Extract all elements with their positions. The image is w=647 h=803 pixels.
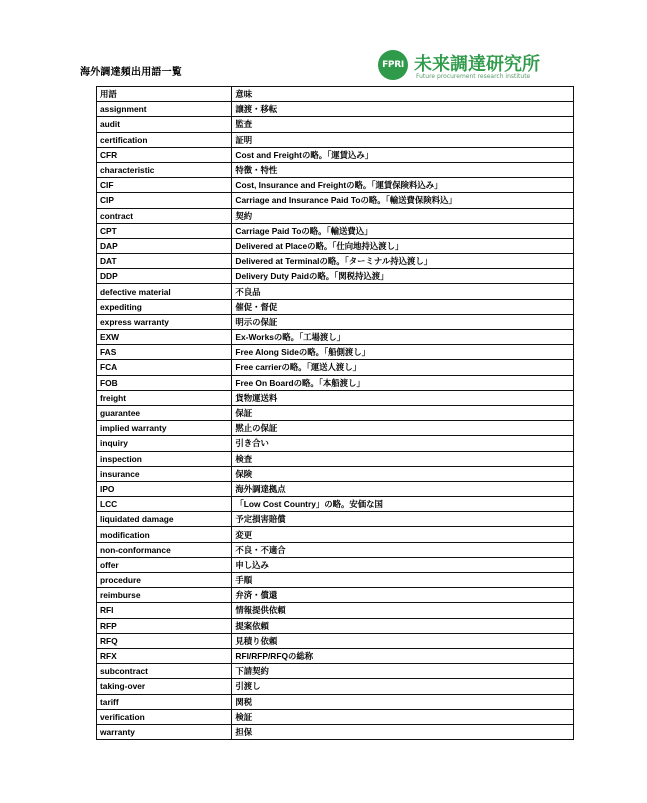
meaning-cell: 「Low Cost Country」の略。安価な国 [232,497,574,512]
logo-badge-icon: FPRI [378,50,408,80]
table-row [97,223,574,238]
meaning-cell: 検査 [232,451,574,466]
logo-name: 未来調達研究所 [414,54,540,75]
table-row [97,527,574,542]
term-cell: implied warranty [97,421,232,436]
meaning-cell: Free On Boardの略。「本船渡し」 [232,375,574,390]
table-row [97,436,574,451]
term-cell: LCC [97,497,232,512]
meaning-cell: 下請契約 [232,664,574,679]
term-cell: certification [97,132,232,147]
term-cell: DAT [97,254,232,269]
table-row [97,132,574,147]
table-row [97,345,574,360]
meaning-cell: 見積り依頼 [232,633,574,648]
meaning-cell: 保証 [232,405,574,420]
term-cell: taking-over [97,679,232,694]
meaning-cell: 貨物運送料 [232,390,574,405]
meaning-cell: Free Along Sideの略。「船側渡し」 [232,345,574,360]
meaning-cell: 検証 [232,709,574,724]
term-cell: inquiry [97,436,232,451]
glossary-body [97,102,574,740]
term-cell: freight [97,390,232,405]
term-cell: non-conformance [97,542,232,557]
term-cell: liquidated damage [97,512,232,527]
table-row [97,497,574,512]
term-cell: defective material [97,284,232,299]
meaning-cell: 提案依頼 [232,618,574,633]
table-row [97,451,574,466]
term-cell: offer [97,557,232,572]
table-row [97,162,574,177]
table-row [97,147,574,162]
term-cell: insurance [97,466,232,481]
meaning-cell: 証明 [232,132,574,147]
meaning-cell: 黙止の保証 [232,421,574,436]
meaning-cell: 予定損害賠償 [232,512,574,527]
table-row [97,178,574,193]
table-row [97,709,574,724]
meaning-cell: 不良・不適合 [232,542,574,557]
term-cell: assignment [97,102,232,117]
meaning-cell: Cost and Freightの略。「運賃込み」 [232,147,574,162]
term-cell: DAP [97,238,232,253]
term-cell: RFX [97,648,232,663]
table-row [97,481,574,496]
term-cell: guarantee [97,405,232,420]
meaning-cell: 弁済・償還 [232,588,574,603]
meaning-cell: 保険 [232,466,574,481]
meaning-cell: 引渡し [232,679,574,694]
term-cell: FOB [97,375,232,390]
meaning-cell: 担保 [232,724,574,739]
meaning-cell: 契約 [232,208,574,223]
table-row [97,360,574,375]
term-cell: reimburse [97,588,232,603]
meaning-cell: 変更 [232,527,574,542]
term-cell: DDP [97,269,232,284]
term-cell: CPT [97,223,232,238]
term-cell: subcontract [97,664,232,679]
meaning-cell: Delivery Duty Paidの略。「関税持込渡」 [232,269,574,284]
header-term: 用語 [97,87,232,102]
term-cell: express warranty [97,314,232,329]
meaning-cell: 譲渡・移転 [232,102,574,117]
table-row [97,633,574,648]
meaning-cell: Cost, Insurance and Freightの略。「運賃保険料込み」 [232,178,574,193]
table-row [97,269,574,284]
term-cell: audit [97,117,232,132]
table-row [97,648,574,663]
table-row [97,679,574,694]
meaning-cell: Carriage Paid Toの略。「輸送費込」 [232,223,574,238]
term-cell: RFP [97,618,232,633]
meaning-cell: 海外調達拠点 [232,481,574,496]
table-row [97,117,574,132]
table-row [97,330,574,345]
meaning-cell: 情報提供依頼 [232,603,574,618]
meaning-cell: 不良品 [232,284,574,299]
table-header-row [97,87,574,102]
term-cell: procedure [97,573,232,588]
meaning-cell: Delivered at Terminalの略。「ターミナル持込渡し」 [232,254,574,269]
term-cell: warranty [97,724,232,739]
table-row [97,512,574,527]
table-row [97,542,574,557]
table-row [97,588,574,603]
table-row [97,694,574,709]
glossary-table [96,86,574,740]
table-row [97,254,574,269]
term-cell: tariff [97,694,232,709]
meaning-cell: 特徴・特性 [232,162,574,177]
table-row [97,208,574,223]
table-row [97,390,574,405]
term-cell: inspection [97,451,232,466]
logo [378,48,578,84]
table-row [97,724,574,739]
table-row [97,238,574,253]
meaning-cell: 監査 [232,117,574,132]
meaning-cell: 催促・督促 [232,299,574,314]
table-row [97,573,574,588]
term-cell: IPO [97,481,232,496]
table-row [97,557,574,572]
meaning-cell: Ex-Worksの略。「工場渡し」 [232,330,574,345]
term-cell: RFI [97,603,232,618]
meaning-cell: 関税 [232,694,574,709]
meaning-cell: 手順 [232,573,574,588]
meaning-cell: Carriage and Insurance Paid Toの略。「輸送費保険料込」 [232,193,574,208]
meaning-cell: Delivered at Placeの略。「仕向地持込渡し」 [232,238,574,253]
table-row [97,314,574,329]
term-cell: RFQ [97,633,232,648]
header-meaning: 意味 [232,87,574,102]
term-cell: CIP [97,193,232,208]
term-cell: expediting [97,299,232,314]
logo-subtitle: Future procurement research institute [416,73,531,80]
meaning-cell: RFI/RFP/RFQの総称 [232,648,574,663]
table-row [97,193,574,208]
term-cell: CFR [97,147,232,162]
table-row [97,603,574,618]
term-cell: FCA [97,360,232,375]
meaning-cell: 申し込み [232,557,574,572]
table-row [97,466,574,481]
term-cell: FAS [97,345,232,360]
term-cell: verification [97,709,232,724]
term-cell: modification [97,527,232,542]
table-row [97,102,574,117]
document-title: 海外調達頻出用語一覧 [80,67,182,78]
table-row [97,618,574,633]
meaning-cell: 引き合い [232,436,574,451]
table-row [97,299,574,314]
meaning-cell: Free carrierの略。「運送人渡し」 [232,360,574,375]
meaning-cell: 明示の保証 [232,314,574,329]
table-row [97,421,574,436]
table-row [97,284,574,299]
term-cell: contract [97,208,232,223]
table-row [97,375,574,390]
term-cell: characteristic [97,162,232,177]
term-cell: CIF [97,178,232,193]
term-cell: EXW [97,330,232,345]
table-row [97,405,574,420]
table-row [97,664,574,679]
